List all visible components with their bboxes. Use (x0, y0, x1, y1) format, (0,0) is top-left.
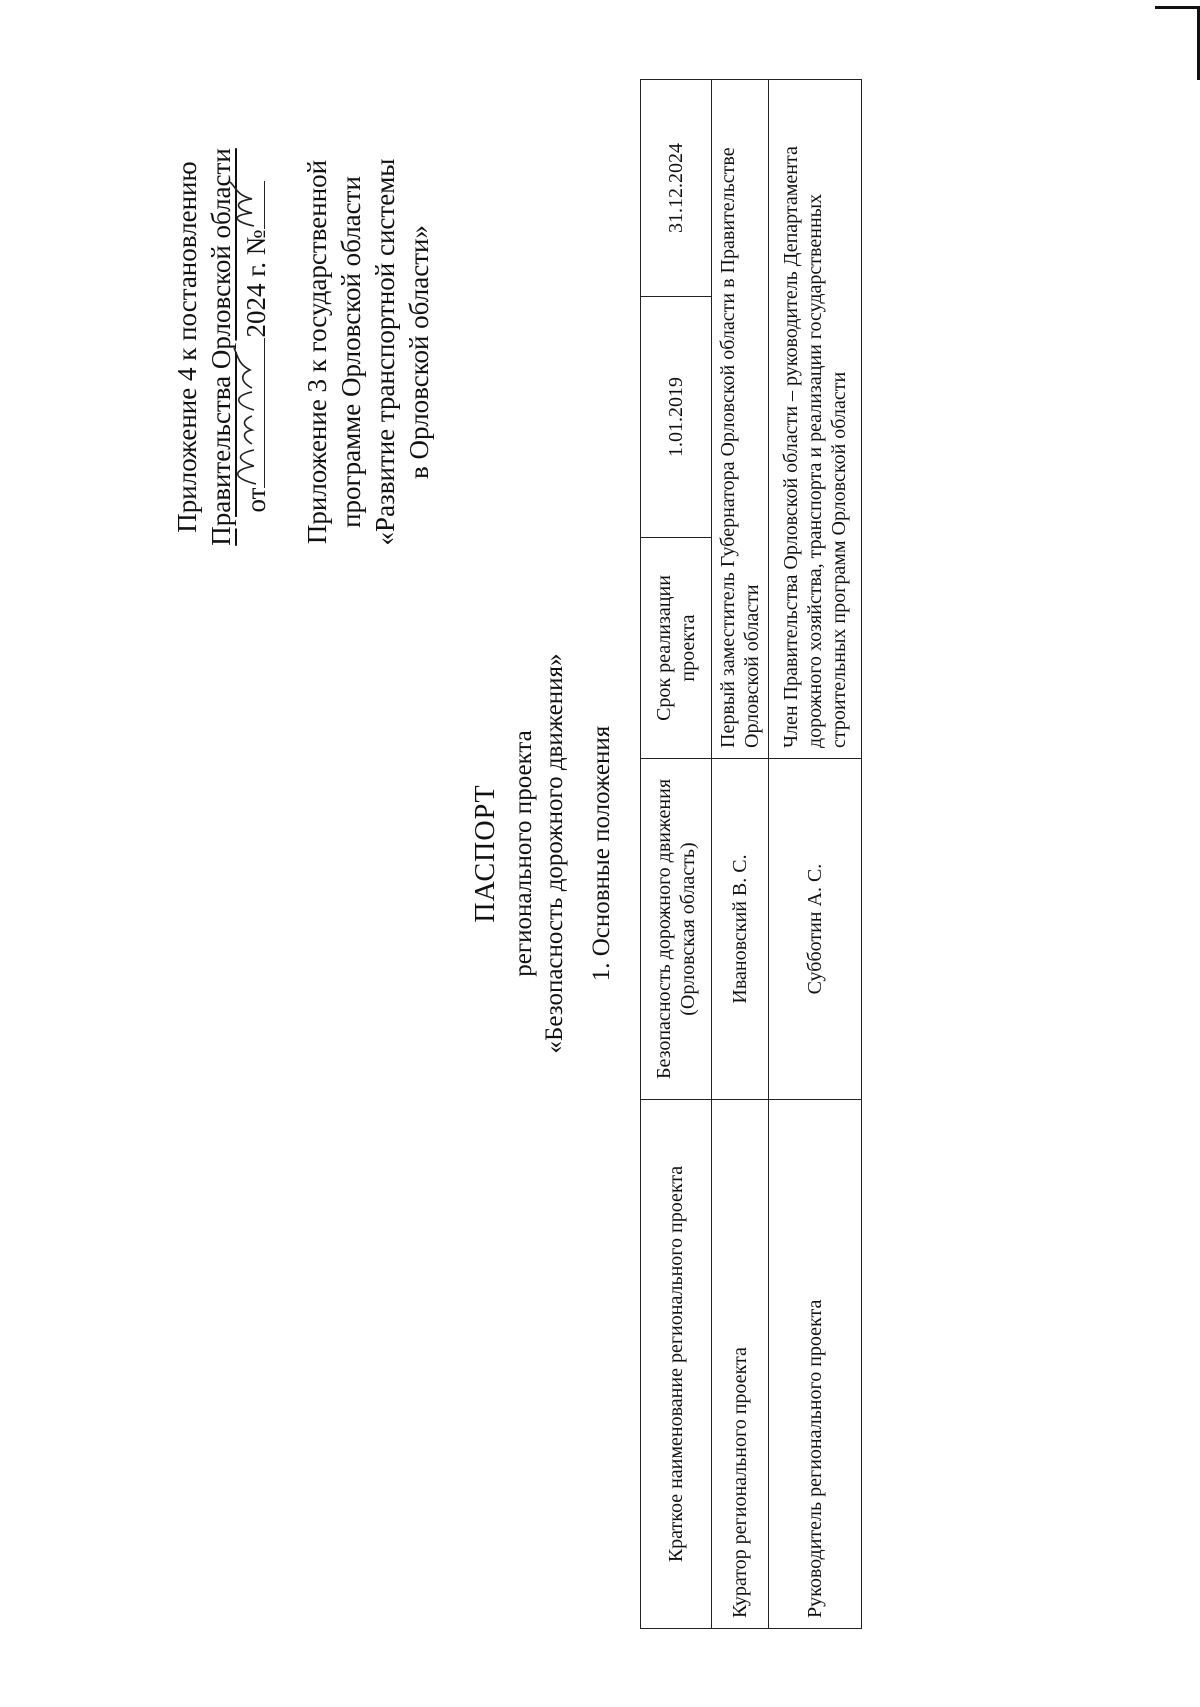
curator-position: Первый заместитель Губернатора Орловской области в Правительстве Орловской области (712, 80, 769, 759)
appendix-header-resolution (170, 112, 273, 582)
appendix-2-line4: в Орловской области» (404, 225, 434, 479)
project-short-name: Безопасность дорожного движения (Орловская область) (641, 759, 712, 1100)
passport-subtitle (508, 0, 570, 1707)
appendix-header-program (300, 137, 436, 567)
handwritten-number-scribble (226, 180, 260, 230)
period-end: 31.12.2024 (641, 80, 712, 297)
appendix-1-line3 (238, 112, 273, 582)
basic-provisions-table (640, 79, 862, 1629)
handwritten-date (238, 338, 265, 488)
table-row (769, 80, 862, 1629)
handwritten-date-scribble (228, 338, 262, 488)
passport-subtitle-line2: «Безопасность дорожного движения» (541, 653, 568, 1054)
passport-title: ПАСПОРТ (470, 784, 501, 923)
row-label-head: Руководитель регионального проекта (769, 1100, 862, 1629)
appendix-2-line1: Приложение 3 к государственной (302, 159, 332, 545)
period-start: 1.01.2019 (641, 297, 712, 538)
row-label-curator: Куратор регионального проекта (712, 1100, 769, 1629)
handwritten-number (238, 182, 265, 230)
row-label-short-name: Краткое наименование регионального проекта (641, 1100, 712, 1629)
date-year-number: 2024 г. № (241, 229, 271, 338)
passport-subtitle-line1: регионального проекта (510, 730, 537, 977)
appendix-2-line3: «Развитие транспортной системы (370, 158, 400, 546)
section-heading: 1. Основные положения (588, 725, 615, 982)
appendix-1-line1: Приложение 4 к постановлению (172, 161, 202, 533)
date-prefix: от (241, 487, 271, 513)
table-row (712, 80, 769, 1629)
head-position: Член Правительства Орловской области – руководитель Департамента дорожного хозяйства, транспорта и реализации государственных строительных программ Орловской области (769, 80, 862, 759)
curator-name: Ивановский В. С. (712, 759, 769, 1100)
appendix-2-line2: программе Орловской области (336, 176, 366, 528)
head-name: Субботин А. С. (769, 759, 862, 1100)
period-label: Срок реализации проекта (641, 538, 712, 759)
appendix-1-line2: Правительства Орловской области (206, 148, 236, 546)
table-row (641, 80, 712, 1629)
